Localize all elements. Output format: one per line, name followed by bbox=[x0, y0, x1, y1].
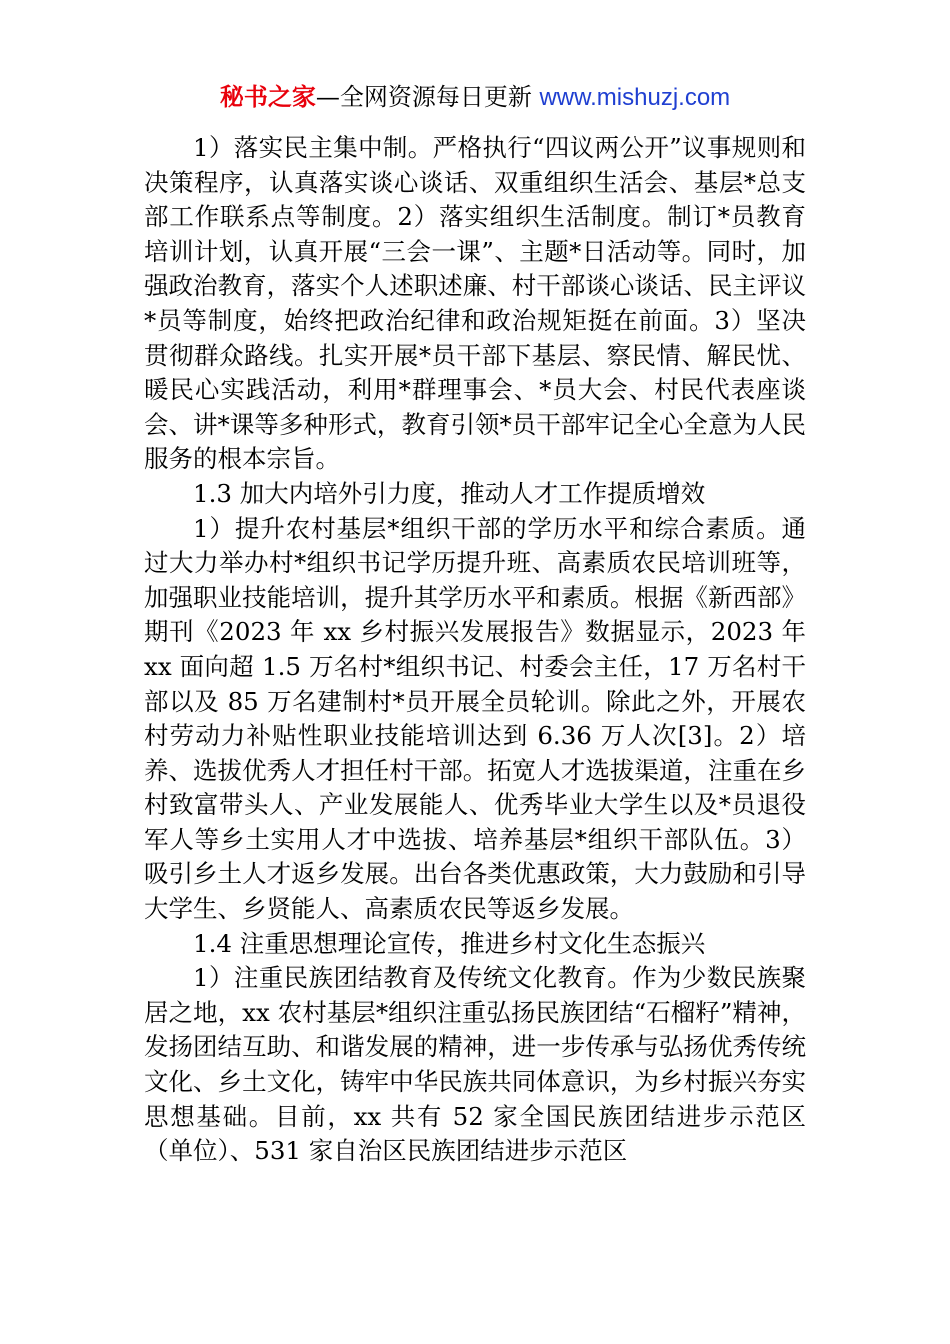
site-header bbox=[0, 80, 950, 115]
brand-name: 秘书之家 bbox=[219, 82, 316, 111]
site-url-link[interactable]: www.mishuzj.com bbox=[539, 84, 731, 111]
section-heading-1-3: 1.3 加大内培外引力度，推动人才工作提质增效 bbox=[193, 478, 706, 508]
header-tagline: —全网资源每日更新 bbox=[315, 83, 540, 111]
document-body bbox=[144, 131, 806, 1169]
section-heading-1-4: 1.4 注重思想理论宣传，推进乡村文化生态振兴 bbox=[193, 928, 706, 958]
paragraph-1: 1）落实民主集中制。严格执行“四议两公开”议事规则和决策程序，认真落实谈心谈话、双重组织生活会、基层*总支部工作联系点等制度。2）落实组织生活制度。制订*员教育培训计划，认真开展“三会一课”、主题*日活动等。同时，加强政治教育，落实个人述职述廉、村干部谈心谈话、民主评议*员等制度，始终把政治纪律和政治规矩挺在前面。3）坚决贯彻群众路线。扎实开展*员干部下基层、察民情、解民忧、暖民心实践活动，利用*群理事会、*员大会、村民代表座谈会、讲*课等多种形式，教育引领*员干部牢记全心全意为人民服务的根本宗旨。 bbox=[144, 133, 806, 474]
paragraph-2: 1）提升农村基层*组织干部的学历水平和综合素质。通过大力举办村*组织书记学历提升班、高素质农民培训班等，加强职业技能培训，提升其学历水平和素质。根据《新西部》期刊《2023 年 xx 乡村振兴发展报告》数据显示，2023 年 xx 面向超 1.5 万名村*组织书记、村委会主任，17 万名村干部以及 85 万名建制村*员开展全员轮训。除此之外，开展农村劳动力补贴性职业技能培训达到 6.36 万人次[3]。2）培养、选拔优秀人才担任村干部。拓宽人才选拔渠道，注重在乡村致富带头人、产业发展能人、优秀毕业大学生以及*员退役军人等乡土实用人才中选拔、培养基层*组织干部队伍。3）吸引乡土人才返乡发展。出台各类优惠政策，大力鼓励和引导大学生、乡贤能人、高素质农民等返乡发展。 bbox=[144, 513, 806, 924]
paragraph-3: 1）注重民族团结教育及传统文化教育。作为少数民族聚居之地，xx 农村基层*组织注重弘扬民族团结“石榴籽”精神，发扬团结互助、和谐发展的精神，进一步传承与弘扬优秀传统文化、乡土文化，铸牢中华民族共同体意识，为乡村振兴夯实思想基础。目前，xx 共有 52 家全国民族团结进步示范区（单位）、531 家自治区民族团结进步示范区 bbox=[144, 963, 806, 1166]
